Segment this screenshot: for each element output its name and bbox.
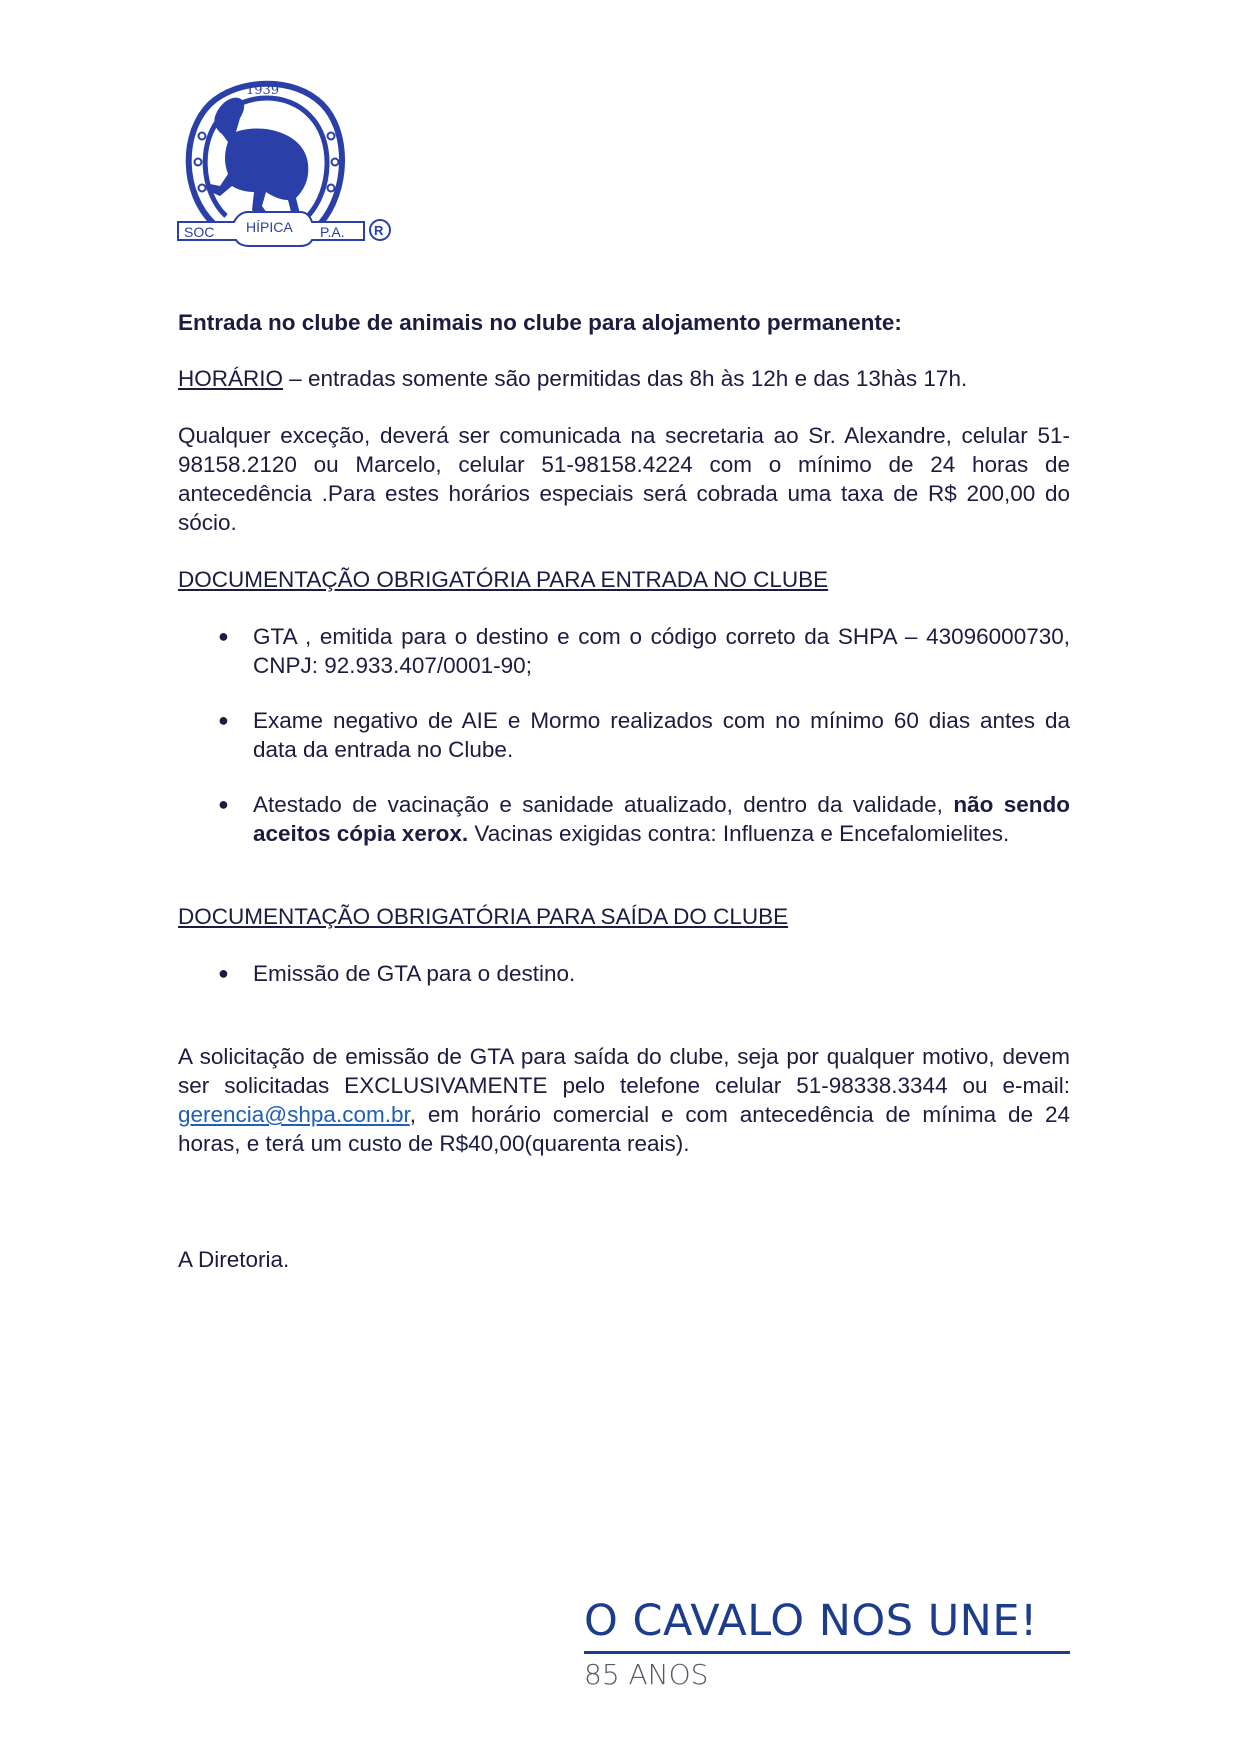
list-item bbox=[178, 706, 1070, 764]
entry-section-heading: DOCUMENTAÇÃO OBRIGATÓRIA PARA ENTRADA NO CLUBE bbox=[178, 567, 829, 592]
bullet-icon: ● bbox=[218, 626, 229, 646]
logo-registered-mark: R bbox=[374, 223, 384, 238]
horse-horseshoe-logo-icon bbox=[176, 74, 396, 260]
schedule-paragraph bbox=[178, 364, 1070, 393]
entry-requirements-list bbox=[178, 622, 1070, 848]
schedule-text: – entradas somente são permitidas das 8h às 12h e das 13hàs 17h. bbox=[283, 366, 968, 391]
list-item bbox=[178, 790, 1070, 848]
list-item bbox=[178, 622, 1070, 680]
gta-request-text-start: A solicitação de emissão de GTA para saída do clube, seja por qualquer motivo, devem ser solicitadas EXCLUSIVAMENTE pelo telefone celular 51-98338.3344 ou e-mail: bbox=[178, 1044, 1070, 1098]
entry-item-exam: Exame negativo de AIE e Mormo realizados com no mínimo 60 dias antes da data da entrada no Clube. bbox=[253, 708, 1070, 762]
footer-divider bbox=[584, 1651, 1070, 1654]
logo-year: 1939 bbox=[246, 83, 280, 98]
bullet-icon: ● bbox=[218, 794, 229, 814]
exit-item-gta: Emissão de GTA para o destino. bbox=[253, 961, 576, 986]
gta-request-paragraph bbox=[178, 1042, 1070, 1158]
document-title: Entrada no clube de animais no clube para alojamento permanente: bbox=[178, 310, 902, 335]
signature: A Diretoria. bbox=[178, 1247, 290, 1272]
logo-banner-left: SOC bbox=[184, 224, 215, 240]
gta-request-text-end: , em horário comercial e com antecedência de mínima de 24 horas, e terá um custo de R$40,00(quarenta reais). bbox=[178, 1102, 1070, 1156]
entry-item-vaccination-end: Vacinas exigidas contra: Influenza e Encefalomielites. bbox=[468, 821, 1010, 846]
logo-banner-center: HÍPICA bbox=[246, 219, 293, 235]
entry-item-vaccination-bold: não sendo aceitos cópia xerox. bbox=[253, 792, 1071, 846]
entry-item-gta: GTA , emitida para o destino e com o código correto da SHPA – 43096000730, CNPJ: 92.933.407/0001-90; bbox=[253, 624, 1070, 678]
exit-requirements-list bbox=[178, 959, 1070, 988]
footer-anniversary: 85 ANOS bbox=[584, 1658, 709, 1691]
logo-banner-right: P.A. bbox=[320, 224, 345, 240]
bullet-icon: ● bbox=[218, 963, 229, 983]
email-link[interactable]: gerencia@shpa.com.br bbox=[178, 1102, 410, 1127]
bullet-icon: ● bbox=[218, 710, 229, 730]
entry-item-vaccination-start: Atestado de vacinação e sanidade atualizado, dentro da validade, bbox=[253, 792, 954, 817]
list-item bbox=[178, 959, 1070, 988]
schedule-label: HORÁRIO bbox=[178, 366, 284, 391]
exit-section-heading: DOCUMENTAÇÃO OBRIGATÓRIA PARA SAÍDA DO CLUBE bbox=[178, 904, 789, 929]
footer-slogan: O CAVALO NOS UNE! bbox=[584, 1596, 1038, 1646]
exception-paragraph: Qualquer exceção, deverá ser comunicada na secretaria ao Sr. Alexandre, celular 51-98158.2120 ou Marcelo, celular 51-98158.4224 com o mínimo de 24 horas de antecedência .Para estes horários especiais será cobrada uma taxa de R$ 200,00 do sócio. bbox=[178, 423, 1070, 535]
document-body bbox=[178, 308, 1070, 1274]
